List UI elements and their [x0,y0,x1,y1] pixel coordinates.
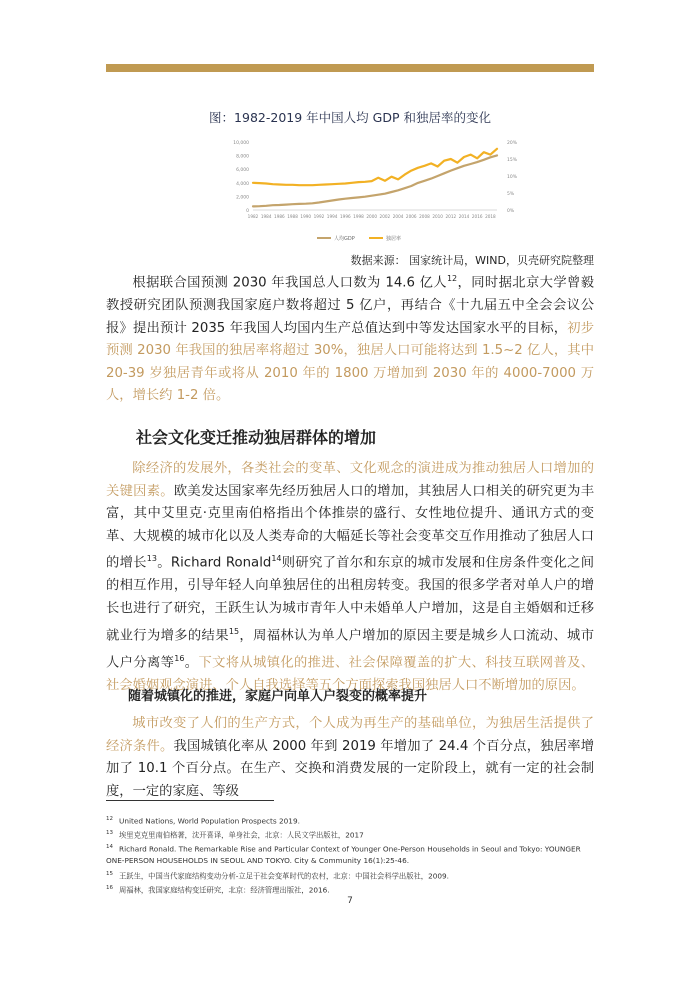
x-tick-label: 2008 [419,214,430,219]
footnote-14 [106,841,594,867]
y-right-tick-label: 5% [507,192,515,197]
x-tick-label: 1994 [326,214,338,219]
y-left-tick-label: 8,000 [236,154,249,160]
page-number: 7 [347,896,353,906]
footnote-ref-13: 13 [146,554,157,564]
footnote-15 [106,868,594,882]
forecast-text-b: ，同时据北京大学曾毅教授研究团队预测我国家庭户数将超过 5 亿户，再结合《十九届五中全会会议公报》提出预计 2035 年我国人均国内生产总值达到中等发达国家水平的目标， [106,275,594,336]
paragraph-forecast [106,268,594,408]
footnote-ref-15: 15 [228,626,240,636]
social-change-highlight: 除经济的发展外，各类社会的变革、文化观念的演进成为推动独居人口增加的关键因素。 [106,461,594,499]
footnote-number: 16 [106,885,113,891]
x-tick-label: 1986 [274,214,285,219]
paragraph-social-change [106,458,594,697]
x-tick-label: 2012 [445,214,457,219]
x-tick-label: 2018 [485,214,496,219]
footnote-number: 14 [106,844,113,850]
y-left-tick-label: 4,000 [236,181,249,187]
x-tick-label: 2006 [405,214,417,219]
footnote-text: Richard Ronald. The Remarkable Rise and Particular Context of Younger One-Person Households in Seoul and Tokyo: YOUNGER ONE-PERSON HOUSEHOLDS IN SEOUL AND TOKYO. City & Community 16(1):25-46. [106,844,581,866]
social-change-highlight-2: 下文将从城镇化的推进、社会保障覆盖的扩大、科技互联网普及、社会婚姻观念演进、个人自我选择等五个方面探索我国独居人口不断增加的原因。 [106,655,595,693]
y-left-tick-label: 10,000 [233,141,249,146]
footnote-number: 13 [106,830,113,836]
social-change-text-b: 。Richard Ronald [156,555,272,571]
x-tick-label: 1984 [260,214,272,219]
y-right-tick-label: 10% [507,175,518,180]
footnote-number: 12 [106,816,113,822]
urbanization-highlight: 城市改变了人们的生产方式，个人成为再生产的基础单位，为独居生活提供了经济条件。 [106,716,594,754]
subsection-heading: 随着城镇化的推进，家庭户向单人户裂变的概率提升 [128,689,428,704]
y-right-tick-label: 20% [507,141,518,146]
forecast-text-a: 根据联合国预测 2030 年我国总人口数为 14.6 亿人 [132,275,447,291]
gdp-vs-solo-rate-chart [225,136,525,246]
footnote-ref-12: 12 [446,274,458,283]
forecast-highlight: 初步预测 2030 年我国的独居率将超过 30%，独居人口可能将达到 1.5~2 亿人，其中 20-39 岁独居青年或将从 2010 年的 1800 万增加到 2030 年的 4000-7000 万人，增长约 1-2 倍。 [106,320,594,404]
x-tick-label: 1990 [300,214,312,219]
footnote-text: 王跃生，中国当代家庭结构变动分析-立足于社会变革时代的农村，北京：中国社会科学出版社，2009. [119,871,449,881]
footnote-ref-14: 14 [271,554,282,564]
footnote-ref-16: 16 [174,653,185,663]
social-change-text-d: ，周福林认为单人户增加的原因主要是城乡人口流动、城市人户分离等 [106,628,595,671]
x-tick-label: 1992 [313,214,325,219]
section-heading: 社会文化变迁推动独居群体的增加 [136,428,377,447]
y-right-tick-label: 0% [507,209,515,214]
x-tick-label: 1982 [247,214,259,219]
gdp-per-capita-line [253,155,497,206]
legend-label: 人均GDP [334,236,355,242]
data-source: 数据来源： 国家统计局，WIND，贝壳研究院整理 [350,254,594,267]
social-change-text-a: 欧美发达国家率先经历独居人口的增加，其独居人口相关的研究更为丰富，其中艾里克·克里南伯格指出个体推崇的盛行、女性地位提升、通讯方式的变革、大规模的城市化以及人类寿命的大幅延长等社会变革交互作用推动了独居人口的增长 [106,483,595,571]
y-left-tick-label: 6,000 [236,168,249,174]
x-tick-label: 2002 [379,214,391,219]
x-tick-label: 2010 [432,214,443,219]
x-tick-label: 1988 [287,214,298,219]
header-rule [106,64,594,72]
urbanization-text: 我国城镇化率从 2000 年到 2019 年增加了 24.4 个百分点，独居率增加了 10.1 个百分点。在生产、交换和消费发展的一定阶段上，就有一定的社会制度，一定的家庭、等级 [106,738,594,799]
x-tick-label: 2014 [458,214,470,219]
footnote-rule [106,800,274,801]
legend-label: 独居率 [386,236,402,242]
footnote-12 [106,813,594,827]
footnote-16 [106,882,594,896]
social-change-text-c: 则研究了首尔和东京的城市发展和住房条件变化之间的相互作用，引导年轻人向单独居住的出租房转变。我国的很多学者对单人户的增长也进行了研究，王跃生认为城市青年人中未婚单人户增加，这是自主婚姻和迁移就业行为增多的结果 [106,555,594,643]
paragraph-urbanization [106,713,594,803]
footnote-text: United Nations, World Population Prospects 2019. [119,816,300,826]
footnote-13 [106,827,594,841]
x-tick-label: 2004 [392,214,404,219]
y-right-tick-label: 15% [507,158,518,163]
x-tick-label: 2000 [366,214,378,219]
x-tick-label: 1996 [339,214,351,219]
footnote-text: 埃里克克里南伯格著，沈开喜译，单身社会，北京：人民文学出版社，2017 [119,830,364,840]
y-left-tick-label: 0 [246,209,249,214]
x-tick-label: 1998 [353,214,364,219]
y-left-tick-label: 2,000 [236,195,249,201]
social-change-text-e: 。 [184,655,199,671]
footnote-number: 15 [106,871,113,877]
chart-title: 图：1982-2019 年中国人均 GDP 和独居率的变化 [209,110,491,125]
x-tick-label: 2016 [471,214,483,219]
footnote-text: 周福林，我国家庭结构变迁研究，北京：经济管理出版社，2016. [119,885,330,895]
